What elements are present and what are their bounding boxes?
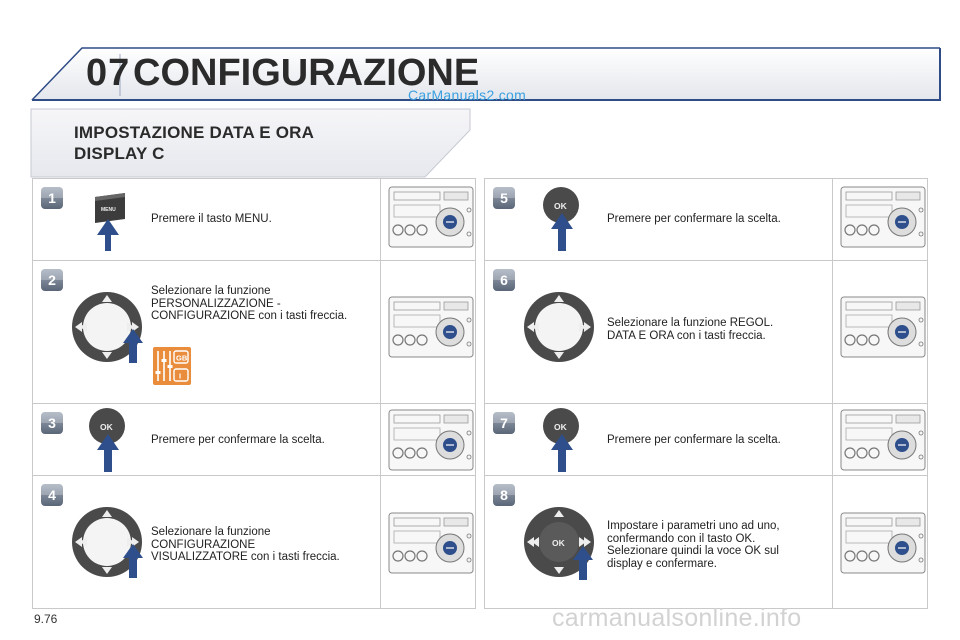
radio-unit-icon — [840, 512, 926, 574]
watermark-bottom: carmanualsonline.info — [552, 604, 802, 632]
step-text-4 — [151, 526, 340, 564]
step-text-5 — [607, 213, 781, 226]
step-text-line: Selezionare la funzione — [151, 526, 271, 538]
ok-button-label: OK — [552, 538, 565, 548]
watermark-top: CarManuals2.com — [408, 87, 527, 103]
arrow-pad-icon — [521, 289, 601, 369]
radio-unit-icon — [840, 186, 926, 248]
section-title-line1: IMPOSTAZIONE DATA E ORA — [74, 123, 315, 142]
step-text-line: CONFIGURAZIONE con i tasti freccia. — [151, 310, 348, 322]
step-text-7 — [607, 434, 781, 447]
arrow-pad-icon — [69, 289, 149, 369]
ok-button-label: OK — [554, 422, 567, 432]
ok-button-icon — [539, 185, 585, 253]
step-number-badge: 2 — [41, 269, 63, 291]
radio-unit-icon — [840, 409, 926, 471]
step-number-badge: 6 — [493, 269, 515, 291]
step-number-badge: 8 — [493, 484, 515, 506]
ok-button-icon — [85, 406, 131, 474]
section-title-line2: DISPLAY C — [74, 144, 165, 163]
step-text-2 — [151, 285, 347, 323]
step-text-line: Selezionare quindi la voce OK sul — [607, 545, 779, 557]
arrow-pad-ok-icon — [521, 504, 601, 584]
step-text-line: Impostare i parametri uno ad uno, — [607, 520, 780, 532]
step-number-badge: 3 — [41, 412, 63, 434]
step-number-badge: 5 — [493, 187, 515, 209]
radio-unit-icon — [840, 296, 926, 358]
language-settings-icon — [153, 347, 191, 385]
step-text-8 — [607, 520, 780, 570]
lang-label-i: I — [179, 371, 182, 381]
step-number-badge: 7 — [493, 412, 515, 434]
step-text-line: confermando con il tasto OK. — [607, 532, 756, 545]
step-number-badge: 4 — [41, 484, 63, 506]
step-text-line: Premere per confermare la scelta. — [151, 434, 325, 446]
step-text-line: Premere per confermare la scelta. — [607, 213, 781, 225]
menu-button-icon — [83, 189, 133, 253]
step-text-line: DATA E ORA con i tasti freccia. — [607, 329, 766, 342]
menu-button-label: MENU — [101, 207, 116, 213]
step-text-line: Selezionare la funzione REGOL. — [607, 317, 774, 329]
radio-unit-icon — [388, 512, 474, 574]
step-text-line: display e confermare. — [607, 557, 717, 570]
step-text-line: Selezionare la funzione — [151, 285, 271, 297]
radio-unit-icon — [388, 409, 474, 471]
step-text-6 — [607, 317, 773, 342]
step-text-line: PERSONALIZZAZIONE - — [151, 297, 281, 310]
step-text-line: Premere il tasto MENU. — [151, 213, 272, 225]
step-text-1 — [151, 213, 272, 226]
ok-button-icon — [539, 406, 585, 474]
ok-button-label: OK — [100, 422, 113, 432]
ok-button-label: OK — [554, 201, 567, 211]
step-text-line: VISUALIZZATORE con i tasti freccia. — [151, 551, 340, 563]
step-number-badge: 1 — [41, 187, 63, 209]
page-number: 9.76 — [34, 612, 58, 626]
radio-unit-icon — [388, 186, 474, 248]
chapter-number: 07 — [86, 52, 131, 94]
step-text-3 — [151, 434, 325, 447]
arrow-pad-icon — [69, 504, 149, 584]
lang-label-gb: GB — [176, 353, 188, 363]
step-text-line: Premere per confermare la scelta. — [607, 434, 781, 446]
radio-unit-icon — [388, 296, 474, 358]
chapter-title: CONFIGURAZIONE — [133, 52, 480, 94]
section-title — [74, 122, 314, 164]
step-text-line: CONFIGURAZIONE — [151, 538, 256, 551]
